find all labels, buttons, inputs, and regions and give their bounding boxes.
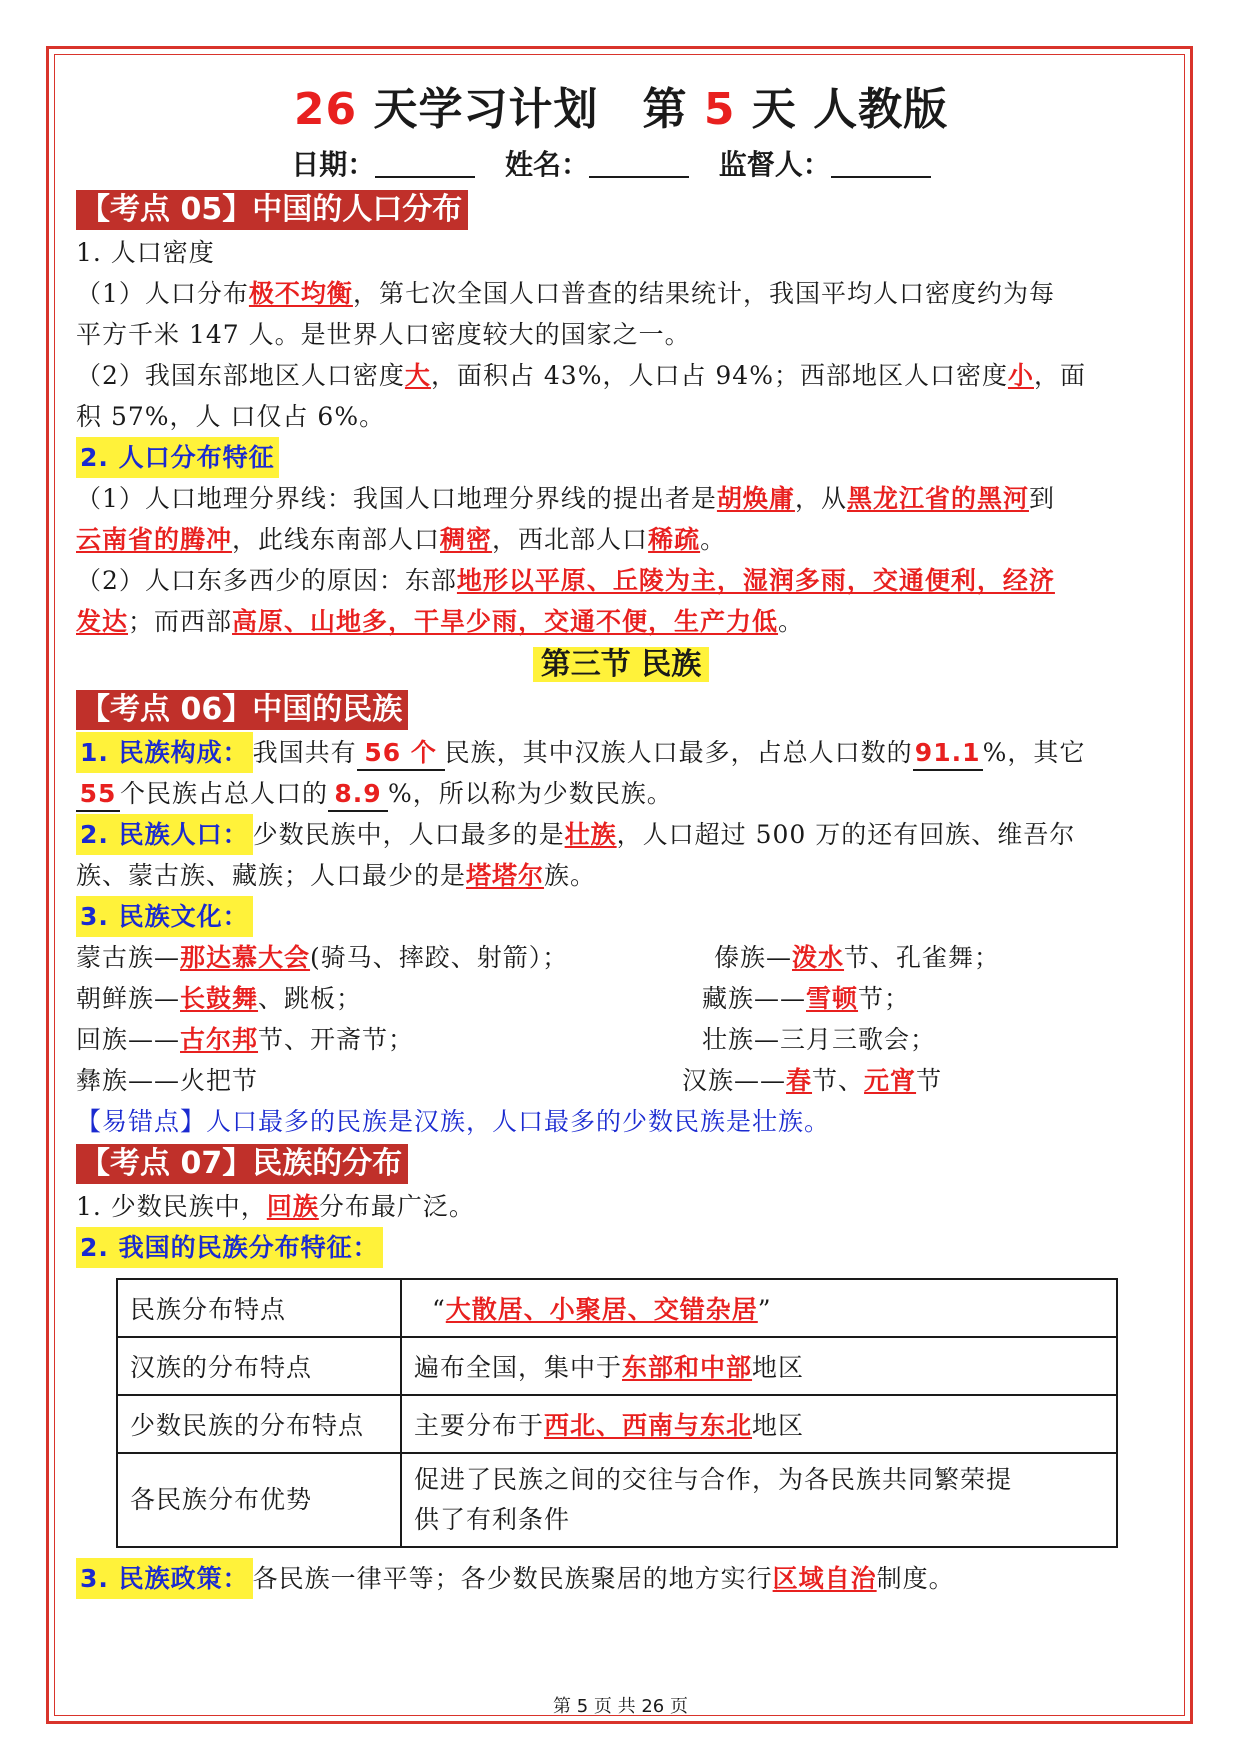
culture-row [76, 1060, 1166, 1101]
table-row [117, 1279, 1117, 1337]
s05-p2b: （2）人口东多西少的原因：东部地形以平原、丘陵为主，湿润多雨，交通便利，经济 [76, 566, 1055, 595]
answer-highlight: 稠密 [440, 525, 493, 554]
culture-row [76, 937, 1166, 978]
answer-highlight: 春 [786, 1066, 813, 1095]
s05-p2a-line2: 云南省的腾冲，此线东南部人口稠密，西北部人口稀疏。 [76, 525, 727, 554]
s05-p1a: （1）人口分布极不均衡，第七次全国人口普查的结果统计，我国平均人口密度约为每 [76, 279, 1055, 308]
culture-item-mongol: 蒙古族—那达慕大会(骑马、摔跤、射箭）； [76, 943, 569, 972]
answer-highlight: 那达慕大会 [180, 943, 311, 972]
title-plan-text: 天学习计划 [357, 84, 599, 135]
culture-row [76, 978, 1166, 1019]
subheading-label: 2. 人口分布特征 [76, 437, 279, 478]
answer-highlight: 东部和中部 [622, 1353, 753, 1382]
subheading-label: 3. 民族文化： [76, 896, 253, 937]
answer-blank: 8.9 [328, 778, 388, 812]
answer-highlight: 长鼓舞 [180, 984, 259, 1013]
table-cell: 促进了民族之间的交往与合作，为各民族共同繁荣提 供了有利条件 [401, 1453, 1117, 1547]
s07-policy: 3. 民族政策： 各民族一律平等；各少数民族聚居的地方实行区域自治制度。 [76, 1558, 1166, 1599]
answer-highlight: 元宵 [864, 1066, 917, 1095]
answer-highlight: 雪顿 [806, 984, 859, 1013]
s06-population: 2. 民族人口： 少数民族中，人口最多的是壮族，人口超过 500 万的还有回族、维吾尔 [76, 814, 1166, 855]
s05-p2a: （1）人口地理分界线：我国人口地理分界线的提出者是胡焕庸，从黑龙江省的黑河到 [76, 484, 1055, 513]
common-mistake-note: 【易错点】人口最多的民族是汉族，人口最多的少数民族是壮族。 [76, 1107, 831, 1136]
answer-highlight: 发达 [76, 607, 129, 636]
culture-item-dai: 傣族—泼水节、孔雀舞； [714, 943, 1001, 972]
info-row [76, 142, 1166, 188]
answer-highlight: 大散居、小聚居、交错杂居 [445, 1295, 758, 1324]
culture-item-yi: 彝族——火把节 [76, 1066, 259, 1095]
title-day-number: 5 [703, 84, 736, 135]
table-cell: “大散居、小聚居、交错杂居” [401, 1279, 1117, 1337]
answer-highlight: 黑龙江省的黑河 [846, 484, 1029, 513]
title-day-prefix: 第 [642, 84, 704, 135]
title-edition: 天 人教版 [735, 84, 949, 135]
answer-highlight: 古尔邦 [180, 1025, 259, 1054]
name-blank [589, 144, 689, 178]
section-heading-07: 【考点 07】民族的分布 [76, 1144, 408, 1184]
subheading-label: 3. 民族政策： [76, 1558, 253, 1599]
answer-highlight: 泼水 [792, 943, 845, 972]
table-row [117, 1453, 1117, 1547]
answer-blank: 56 个 [357, 737, 445, 771]
table-row [117, 1395, 1117, 1453]
answer-highlight: 塔塔尔 [466, 861, 545, 890]
date-label: 日期： [291, 148, 376, 181]
supervisor-blank [831, 144, 931, 178]
title-days-number: 26 [293, 84, 358, 135]
answer-highlight: 高原、山地多，干旱少雨，交通不便，生产力低 [232, 607, 779, 636]
subheading-label: 1. 民族构成： [76, 732, 253, 773]
s05-p1a-line2: 平方千米 147 人。是世界人口密度较大的国家之一。 [76, 320, 691, 349]
answer-highlight: 西北、西南与东北 [544, 1411, 753, 1440]
answer-highlight: 小 [1007, 361, 1034, 390]
supervisor-label: 监督人： [718, 148, 831, 181]
answer-highlight: 稀疏 [648, 525, 701, 554]
subheading-label: 2. 我国的民族分布特征： [76, 1227, 383, 1268]
answer-highlight: 极不均衡 [248, 279, 353, 308]
s06-culture-title [76, 896, 1166, 937]
s05-p2b-line2: 发达；而西部高原、山地多，干旱少雨，交通不便，生产力低。 [76, 607, 805, 636]
table-cell: 主要分布于西北、西南与东北地区 [401, 1395, 1117, 1453]
culture-item-hui: 回族——古尔邦节、开斋节； [76, 1025, 415, 1054]
table-cell: 各民族分布优势 [117, 1453, 401, 1547]
answer-highlight: 地形以平原、丘陵为主，湿润多雨，交通便利，经济 [456, 566, 1055, 595]
s06-composition: 1. 民族构成： 我国共有 56 个 民族，其中汉族人口最多，占总人口数的91.1%，其它 [76, 732, 1166, 773]
culture-item-han: 汉族——春节、元宵节 [682, 1066, 943, 1095]
answer-highlight: 回族 [266, 1192, 319, 1221]
table-cell: 汉族的分布特点 [117, 1337, 401, 1395]
table-cell: 少数民族的分布特点 [117, 1395, 401, 1453]
name-label: 姓名： [504, 148, 589, 181]
s07-hui: 1. 少数民族中，回族分布最广泛。 [76, 1192, 475, 1221]
culture-row [76, 1019, 1166, 1060]
subheading-label: 2. 民族人口： [76, 814, 253, 855]
s05-p1b-line2: 积 57%，人 口仅占 6%。 [76, 402, 386, 431]
date-blank [375, 144, 475, 178]
s06-composition-line2: 55 个民族占总人口的 8.9 %，所以称为少数民族。 [76, 773, 1166, 814]
section-heading-05: 【考点 05】中国的人口分布 [76, 190, 468, 230]
s07-dist-title [76, 1227, 1166, 1268]
s05-p1b: （2）我国东部地区人口密度大，面积占 43%，人口占 94%；西部地区人口密度小，面 [76, 361, 1086, 390]
culture-item-zhuang: 壮族—三月三歌会； [702, 1025, 937, 1054]
distribution-table [116, 1278, 1118, 1548]
chapter-title: 第三节 民族 [76, 644, 1166, 686]
culture-item-tibetan: 藏族——雪顿节； [702, 984, 911, 1013]
table-row [117, 1337, 1117, 1395]
table-cell: 民族分布特点 [117, 1279, 401, 1337]
answer-highlight: 大 [404, 361, 431, 390]
culture-item-korean: 朝鲜族—长鼓舞、跳板； [76, 984, 363, 1013]
page-title [76, 78, 1166, 142]
s05-feature-title [76, 437, 1166, 478]
answer-highlight: 云南省的腾冲 [76, 525, 233, 554]
page-footer: 第 5 页 共 26 页 [553, 1696, 688, 1717]
s06-population-line2: 族、蒙古族、藏族；人口最少的是塔塔尔族。 [76, 861, 597, 890]
answer-blank: 91.1 [913, 737, 983, 771]
table-cell: 遍布全国，集中于东部和中部地区 [401, 1337, 1117, 1395]
answer-highlight: 区域自治 [772, 1564, 877, 1593]
answer-highlight: 壮族 [564, 820, 617, 849]
answer-blank: 55 [76, 778, 120, 812]
page-content [76, 76, 1166, 1599]
answer-highlight: 胡焕庸 [716, 484, 795, 513]
s05-density-title: 1. 人口密度 [76, 238, 215, 267]
section-heading-06: 【考点 06】中国的民族 [76, 690, 408, 730]
